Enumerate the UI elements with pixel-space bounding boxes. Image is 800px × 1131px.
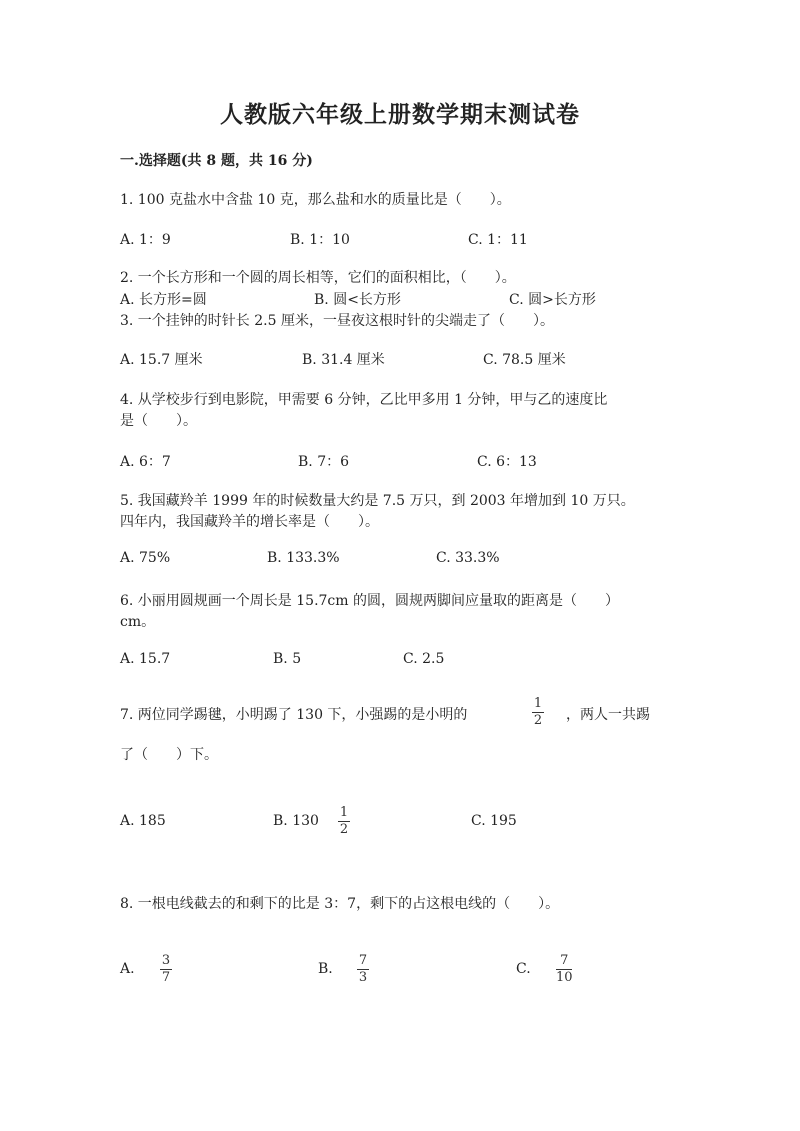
question-3-text: 3. 一个挂钟的时针长 2.5 厘米，一昼夜这根时针的尖端走了（ ）。: [120, 313, 554, 329]
question-7-text-a: 7. 两位同学踢毽，小明踢了 130 下，小强踢的是小明的: [120, 707, 468, 723]
q6-option-a: A. 15.7: [120, 651, 171, 667]
q7-fraction-numerator: 1: [533, 696, 543, 711]
question-2-text: 2. 一个长方形和一个圆的周长相等，它们的面积相比，（ ）。: [120, 270, 516, 286]
q7-option-b-fraction: [338, 806, 350, 837]
q4-option-c: C. 6：13: [477, 454, 537, 470]
q8-option-b: B.: [318, 961, 333, 977]
q8-option-c-denominator: 10: [556, 970, 573, 985]
q5-option-a: A. 75%: [120, 550, 171, 566]
question-7-text-line2: 了（ ）下。: [120, 747, 218, 763]
q3-option-a: A. 15.7 厘米: [120, 352, 203, 368]
q8-option-b-numerator: 7: [358, 953, 368, 968]
q7-fraction: [532, 697, 544, 728]
q8-option-a: A.: [120, 961, 135, 977]
question-5-text-line1: 5. 我国藏羚羊 1999 年的时候数量大约是 7.5 万只，到 2003 年增加到 10 万只。: [120, 493, 635, 509]
question-4-text-line2: 是（ ）。: [120, 413, 197, 429]
question-4-text-line1: 4. 从学校步行到电影院，甲需要 6 分钟，乙比甲多用 1 分钟，甲与乙的速度比: [120, 392, 608, 408]
q7-fraction-denominator: 2: [533, 713, 543, 728]
q6-option-b: B. 5: [273, 651, 302, 667]
q4-option-a: A. 6：7: [120, 454, 171, 470]
question-8-text: 8. 一根电线截去的和剩下的比是 3：7，剩下的占这根电线的（ ）。: [120, 896, 560, 912]
q7-option-b: B. 130: [273, 813, 319, 829]
question-1-text: 1. 100 克盐水中含盐 10 克，那么盐和水的质量比是（ ）。: [120, 192, 511, 208]
question-6-text-line1: 6. 小丽用圆规画一个周长是 15.7cm 的圆，圆规两脚间应量取的距离是（ ）: [120, 593, 619, 609]
q8-option-c-fraction: [556, 954, 573, 985]
q3-option-c: C. 78.5 厘米: [483, 352, 566, 368]
q8-option-b-denominator: 3: [358, 970, 368, 985]
q2-option-a: A. 长方形=圆: [120, 292, 207, 308]
q1-option-b: B. 1：10: [290, 232, 350, 248]
question-7-text-b: ，两人一共踢: [566, 707, 650, 723]
q8-option-b-fraction: [357, 954, 369, 985]
q1-option-a: A. 1：9: [120, 232, 171, 248]
q7-option-b-fraction-denominator: 2: [339, 822, 349, 837]
q6-option-c: C. 2.5: [403, 651, 445, 667]
q1-option-c: C. 1：11: [468, 232, 528, 248]
section-heading: 一.选择题(共 8 题，共 16 分): [120, 153, 313, 169]
q7-option-a: A. 185: [120, 813, 166, 829]
q8-option-c: C.: [516, 961, 531, 977]
q3-option-b: B. 31.4 厘米: [302, 352, 385, 368]
q7-option-c: C. 195: [471, 813, 517, 829]
q2-option-c: C. 圆>长方形: [509, 292, 596, 308]
q5-option-b: B. 133.3%: [267, 550, 340, 566]
q7-option-b-fraction-numerator: 1: [339, 805, 349, 820]
q2-option-b: B. 圆<长方形: [314, 292, 401, 308]
question-5-text-line2: 四年内，我国藏羚羊的增长率是（ ）。: [120, 514, 379, 530]
page-title: 人教版六年级上册数学期末测试卷: [220, 101, 580, 128]
question-6-text-line2: cm。: [120, 614, 156, 630]
q8-option-a-denominator: 7: [161, 970, 171, 985]
q8-option-c-numerator: 7: [560, 953, 569, 968]
q8-option-a-fraction: [160, 954, 172, 985]
q4-option-b: B. 7：6: [298, 454, 350, 470]
q8-option-a-numerator: 3: [161, 953, 171, 968]
q5-option-c: C. 33.3%: [436, 550, 500, 566]
